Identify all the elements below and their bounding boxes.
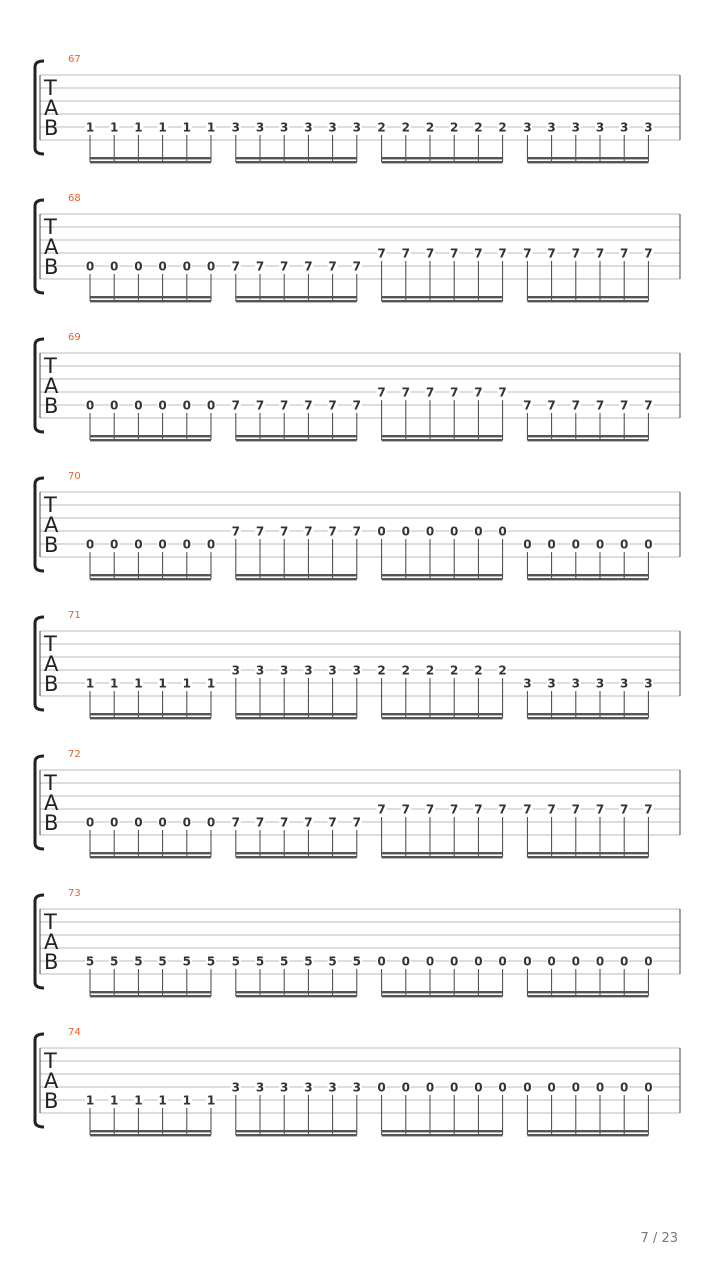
fret-number: 7 [571, 802, 580, 817]
beam [527, 161, 648, 163]
fret-number: 0 [110, 537, 119, 552]
fret-number: 0 [450, 954, 459, 969]
fret-number: 7 [474, 802, 483, 817]
fret-number: 7 [280, 524, 289, 539]
fret-number: 5 [85, 954, 95, 969]
measure-number: 67 [68, 54, 81, 65]
tab-clef-letter: T [44, 632, 57, 656]
fret-number: 0 [547, 537, 556, 552]
fret-number: 7 [474, 385, 483, 400]
fret-number: 0 [571, 537, 580, 552]
beam [527, 713, 648, 715]
fret-number: 7 [280, 815, 289, 830]
tab-system [35, 54, 680, 163]
fret-number: 7 [280, 259, 289, 274]
fret-number: 5 [280, 954, 289, 969]
fret-number: 0 [377, 1080, 386, 1095]
fret-number: 7 [377, 385, 386, 400]
beam [90, 161, 211, 163]
fret-number: 5 [110, 954, 119, 969]
fret-number: 0 [85, 815, 95, 830]
fret-number: 5 [328, 954, 337, 969]
fret-number: 7 [425, 385, 435, 400]
fret-number: 7 [620, 802, 629, 817]
fret-number: 2 [498, 663, 507, 678]
measure-number: 72 [68, 749, 81, 760]
measure-number: 71 [68, 610, 81, 621]
fret-number: 3 [231, 663, 240, 678]
fret-number: 0 [206, 537, 216, 552]
tab-clef-letter: T [44, 1049, 57, 1073]
fret-number: 7 [352, 524, 361, 539]
fret-number: 3 [328, 663, 337, 678]
fret-number: 5 [134, 954, 143, 969]
beam [382, 1130, 503, 1132]
tab-system [35, 471, 680, 580]
fret-number: 3 [595, 676, 605, 691]
fret-number: 2 [401, 663, 410, 678]
fret-number: 0 [425, 954, 435, 969]
fret-number: 7 [255, 815, 265, 830]
fret-number: 5 [206, 954, 216, 969]
fret-number: 0 [134, 398, 143, 413]
fret-number: 0 [182, 259, 191, 274]
fret-number: 3 [352, 1080, 361, 1095]
beam [382, 991, 503, 993]
beam [527, 852, 648, 854]
beam [236, 157, 357, 159]
beam [236, 578, 357, 580]
fret-number: 5 [304, 954, 313, 969]
beam [382, 995, 503, 997]
fret-number: 7 [231, 259, 240, 274]
fret-number: 5 [352, 954, 361, 969]
tab-clef-letter: B [44, 1089, 59, 1113]
fret-number: 3 [231, 120, 240, 135]
fret-number: 7 [547, 246, 556, 261]
tab-clef-letter: A [44, 374, 59, 398]
fret-number: 7 [498, 802, 507, 817]
beam [90, 300, 211, 302]
fret-number: 0 [182, 537, 191, 552]
fret-number: 5 [255, 954, 265, 969]
fret-number: 7 [255, 398, 265, 413]
fret-number: 0 [595, 954, 605, 969]
fret-number: 0 [474, 524, 483, 539]
fret-number: 7 [523, 802, 532, 817]
fret-number: 0 [474, 954, 483, 969]
beam [236, 161, 357, 163]
beam [90, 1130, 211, 1132]
fret-number: 0 [206, 815, 216, 830]
fret-number: 3 [547, 120, 556, 135]
fret-number: 3 [255, 120, 265, 135]
fret-number: 3 [595, 120, 605, 135]
fret-number: 0 [401, 524, 410, 539]
tab-clef-letter: A [44, 930, 59, 954]
tab-clef-letter: T [44, 215, 57, 239]
fret-number: 0 [158, 815, 167, 830]
beam [382, 161, 503, 163]
beam [236, 439, 357, 441]
fret-number: 0 [498, 1080, 507, 1095]
beam [90, 439, 211, 441]
fret-number: 0 [377, 954, 386, 969]
fret-number: 7 [450, 385, 459, 400]
tab-clef-letter: B [44, 533, 59, 557]
fret-number: 1 [206, 676, 216, 691]
fret-number: 7 [620, 246, 629, 261]
fret-number: 2 [377, 663, 386, 678]
fret-number: 0 [134, 259, 143, 274]
fret-number: 3 [231, 1080, 240, 1095]
fret-number: 0 [206, 259, 216, 274]
fret-number: 3 [280, 120, 289, 135]
fret-number: 3 [255, 663, 265, 678]
fret-number: 0 [85, 398, 95, 413]
beam [527, 1130, 648, 1132]
fret-number: 7 [280, 398, 289, 413]
fret-number: 3 [352, 120, 361, 135]
fret-number: 0 [644, 954, 653, 969]
beam [90, 574, 211, 576]
beam [527, 856, 648, 858]
fret-number: 3 [328, 1080, 337, 1095]
beam [527, 995, 648, 997]
fret-number: 3 [280, 663, 289, 678]
fret-number: 7 [547, 398, 556, 413]
fret-number: 7 [231, 398, 240, 413]
fret-number: 0 [620, 1080, 629, 1095]
tab-clef-letter: A [44, 1069, 59, 1093]
beam [90, 856, 211, 858]
fret-number: 2 [377, 120, 386, 135]
fret-number: 0 [498, 954, 507, 969]
fret-number: 7 [328, 398, 337, 413]
tab-system [35, 1027, 680, 1136]
fret-number: 0 [450, 1080, 459, 1095]
fret-number: 2 [401, 120, 410, 135]
fret-number: 2 [450, 120, 459, 135]
fret-number: 7 [450, 246, 459, 261]
fret-number: 1 [182, 676, 191, 691]
fret-number: 7 [328, 524, 337, 539]
beam [90, 1134, 211, 1136]
fret-number: 7 [377, 246, 386, 261]
fret-number: 7 [450, 802, 459, 817]
fret-number: 1 [134, 676, 143, 691]
fret-number: 7 [401, 246, 410, 261]
beam [90, 717, 211, 719]
fret-number: 3 [304, 663, 313, 678]
fret-number: 7 [474, 246, 483, 261]
fret-number: 1 [158, 676, 167, 691]
fret-number: 1 [134, 1093, 143, 1108]
fret-number: 7 [547, 802, 556, 817]
fret-number: 0 [571, 1080, 580, 1095]
fret-number: 3 [620, 676, 629, 691]
beam [90, 157, 211, 159]
fret-number: 0 [620, 537, 629, 552]
tab-clef-letter: T [44, 354, 57, 378]
fret-number: 1 [158, 1093, 167, 1108]
beam [527, 157, 648, 159]
beam [527, 435, 648, 437]
tab-system [35, 749, 680, 858]
fret-number: 2 [425, 120, 435, 135]
beam [382, 157, 503, 159]
tab-clef-letter: B [44, 672, 59, 696]
fret-number: 3 [523, 120, 532, 135]
fret-number: 3 [644, 120, 653, 135]
fret-number: 0 [523, 537, 532, 552]
fret-number: 7 [255, 524, 265, 539]
fret-number: 3 [547, 676, 556, 691]
fret-number: 0 [571, 954, 580, 969]
fret-number: 2 [474, 120, 483, 135]
fret-number: 0 [206, 398, 216, 413]
beam [236, 435, 357, 437]
beam [382, 574, 503, 576]
beam [90, 296, 211, 298]
fret-number: 7 [304, 398, 313, 413]
beam [90, 713, 211, 715]
tab-clef-letter: T [44, 493, 57, 517]
fret-number: 3 [523, 676, 532, 691]
fret-number: 7 [304, 524, 313, 539]
beam [382, 300, 503, 302]
fret-number: 0 [425, 1080, 435, 1095]
beam [236, 1134, 357, 1136]
fret-number: 7 [425, 802, 435, 817]
tab-clef-letter: B [44, 811, 59, 835]
fret-number: 1 [85, 1093, 95, 1108]
beam [527, 300, 648, 302]
beam [90, 578, 211, 580]
fret-number: 3 [280, 1080, 289, 1095]
fret-number: 0 [158, 398, 167, 413]
fret-number: 7 [644, 802, 653, 817]
fret-number: 3 [620, 120, 629, 135]
fret-number: 7 [352, 398, 361, 413]
beam [90, 991, 211, 993]
tab-clef-letter: A [44, 791, 59, 815]
beam [527, 439, 648, 441]
beam [382, 1134, 503, 1136]
beam [527, 1134, 648, 1136]
tab-clef-letter: A [44, 96, 59, 120]
fret-number: 7 [571, 246, 580, 261]
fret-number: 0 [377, 524, 386, 539]
fret-number: 0 [110, 815, 119, 830]
tab-clef-letter: A [44, 652, 59, 676]
fret-number: 5 [182, 954, 191, 969]
tab-clef-letter: B [44, 950, 59, 974]
tab-clef-letter: B [44, 255, 59, 279]
fret-number: 0 [547, 954, 556, 969]
measure-number: 73 [68, 888, 81, 899]
beam [382, 435, 503, 437]
fret-number: 1 [110, 676, 119, 691]
beam [236, 1130, 357, 1132]
fret-number: 7 [328, 815, 337, 830]
beam [236, 717, 357, 719]
fret-number: 7 [498, 246, 507, 261]
fret-number: 0 [450, 524, 459, 539]
fret-number: 0 [644, 1080, 653, 1095]
fret-number: 3 [571, 120, 580, 135]
fret-number: 0 [523, 954, 532, 969]
fret-number: 1 [158, 120, 167, 135]
fret-number: 3 [255, 1080, 265, 1095]
fret-number: 7 [523, 398, 532, 413]
fret-number: 0 [523, 1080, 532, 1095]
fret-number: 0 [401, 1080, 410, 1095]
beam [90, 995, 211, 997]
fret-number: 0 [110, 398, 119, 413]
fret-number: 7 [620, 398, 629, 413]
beam [527, 574, 648, 576]
measure-number: 68 [68, 193, 81, 204]
beam [382, 856, 503, 858]
beam [527, 717, 648, 719]
beam [236, 713, 357, 715]
fret-number: 7 [255, 259, 265, 274]
fret-number: 0 [595, 1080, 605, 1095]
page-number: 7 / 23 [640, 1231, 678, 1246]
beam [236, 296, 357, 298]
beam [382, 439, 503, 441]
tab-clef-letter: T [44, 771, 57, 795]
fret-number: 7 [401, 385, 410, 400]
fret-number: 7 [304, 815, 313, 830]
beam [527, 578, 648, 580]
fret-number: 7 [231, 524, 240, 539]
beam [527, 296, 648, 298]
fret-number: 0 [425, 524, 435, 539]
beam [382, 852, 503, 854]
fret-number: 3 [304, 120, 313, 135]
beam [236, 995, 357, 997]
beam [382, 296, 503, 298]
fret-number: 7 [304, 259, 313, 274]
beam [236, 856, 357, 858]
beam [527, 991, 648, 993]
fret-number: 3 [328, 120, 337, 135]
tab-system [35, 610, 680, 719]
fret-number: 0 [158, 537, 167, 552]
beam [90, 435, 211, 437]
beam [90, 852, 211, 854]
fret-number: 0 [134, 815, 143, 830]
fret-number: 0 [85, 537, 95, 552]
tab-clef-letter: T [44, 76, 57, 100]
fret-number: 7 [523, 246, 532, 261]
fret-number: 1 [85, 676, 95, 691]
measure-number: 69 [68, 332, 81, 343]
fret-number: 1 [182, 120, 191, 135]
tab-clef-letter: T [44, 910, 57, 934]
fret-number: 7 [644, 246, 653, 261]
fret-number: 3 [571, 676, 580, 691]
fret-number: 7 [498, 385, 507, 400]
fret-number: 2 [498, 120, 507, 135]
fret-number: 7 [571, 398, 580, 413]
fret-number: 0 [547, 1080, 556, 1095]
fret-number: 1 [182, 1093, 191, 1108]
fret-number: 7 [595, 398, 605, 413]
fret-number: 7 [425, 246, 435, 261]
fret-number: 3 [304, 1080, 313, 1095]
fret-number: 2 [450, 663, 459, 678]
fret-number: 7 [595, 802, 605, 817]
fret-number: 7 [644, 398, 653, 413]
fret-number: 0 [401, 954, 410, 969]
tab-system [35, 888, 680, 997]
fret-number: 1 [206, 120, 216, 135]
beam [382, 713, 503, 715]
fret-number: 0 [498, 524, 507, 539]
fret-number: 0 [474, 1080, 483, 1095]
fret-number: 7 [595, 246, 605, 261]
fret-number: 1 [134, 120, 143, 135]
fret-number: 7 [377, 802, 386, 817]
fret-number: 0 [110, 259, 119, 274]
beam [236, 991, 357, 993]
fret-number: 0 [134, 537, 143, 552]
fret-number: 5 [231, 954, 240, 969]
fret-number: 1 [206, 1093, 216, 1108]
fret-number: 2 [425, 663, 435, 678]
beam [236, 852, 357, 854]
tab-clef-letter: A [44, 235, 59, 259]
fret-number: 5 [158, 954, 167, 969]
beam [236, 574, 357, 576]
fret-number: 0 [595, 537, 605, 552]
fret-number: 3 [644, 676, 653, 691]
fret-number: 7 [352, 259, 361, 274]
fret-number: 7 [231, 815, 240, 830]
measure-number: 74 [68, 1027, 81, 1038]
fret-number: 7 [352, 815, 361, 830]
fret-number: 0 [85, 259, 95, 274]
tab-clef-letter: A [44, 513, 59, 537]
beam [382, 717, 503, 719]
fret-number: 2 [474, 663, 483, 678]
tab-system [35, 193, 680, 302]
fret-number: 1 [110, 1093, 119, 1108]
fret-number: 0 [182, 398, 191, 413]
fret-number: 7 [401, 802, 410, 817]
fret-number: 0 [158, 259, 167, 274]
measure-number: 70 [68, 471, 81, 482]
fret-number: 7 [328, 259, 337, 274]
fret-number: 0 [620, 954, 629, 969]
tab-clef-letter: B [44, 394, 59, 418]
tab-clef-letter: B [44, 116, 59, 140]
fret-number: 0 [644, 537, 653, 552]
fret-number: 1 [110, 120, 119, 135]
tab-system [35, 332, 680, 441]
beam [382, 578, 503, 580]
fret-number: 0 [182, 815, 191, 830]
beam [236, 300, 357, 302]
fret-number: 1 [85, 120, 95, 135]
fret-number: 3 [352, 663, 361, 678]
